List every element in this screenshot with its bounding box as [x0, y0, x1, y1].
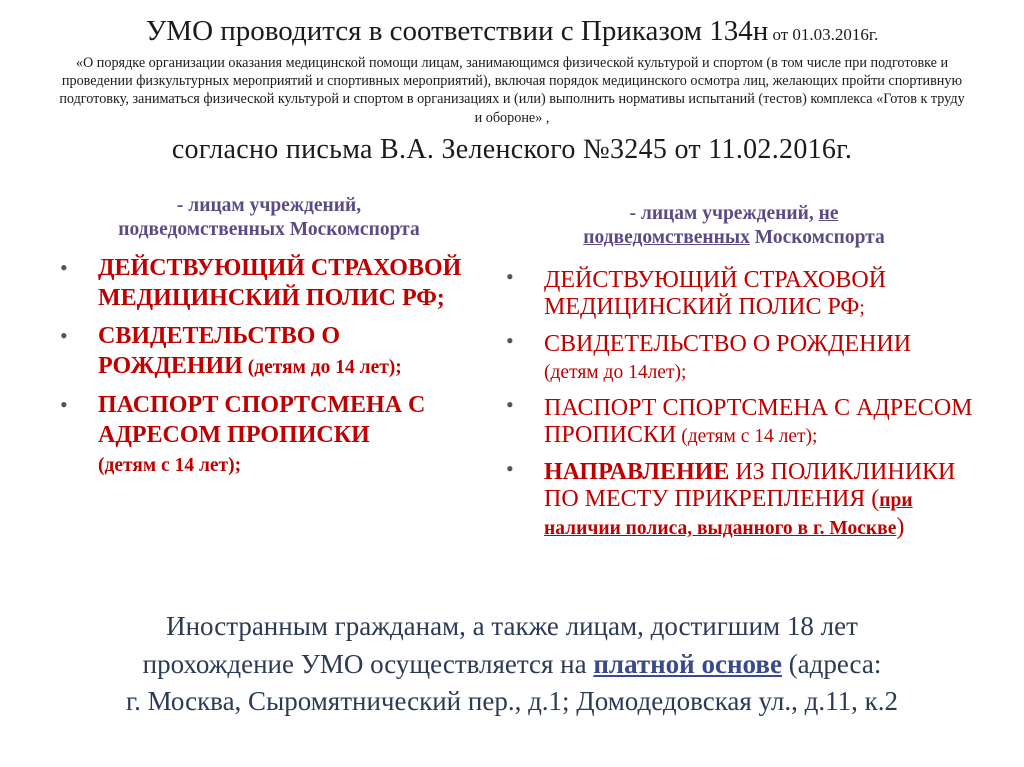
item-main: СВИДЕТЕЛЬСТВО О РОЖДЕНИИ: [98, 323, 341, 379]
list-item: [58, 322, 490, 382]
footer-line2-suffix: (адреса:: [781, 648, 882, 679]
list-item: [58, 254, 490, 313]
list-item: [504, 392, 974, 450]
item-main: ПАСПОРТ СПОРТСМЕНА С АДРЕСОМ ПРОПИСКИ: [544, 395, 973, 448]
item-main: ИЗ ПОЛИКЛИНИКИ ПО МЕСТУ ПРИКРЕПЛЕНИЯ: [544, 459, 956, 512]
bullet-icon: •: [60, 392, 68, 417]
item-open-paren: (: [865, 485, 880, 512]
item-note: (детям с 14 лет);: [98, 455, 242, 476]
order-quote: «О порядке организации оказания медицинской помощи лицам, занимающимся физической культурой и спортом (в том числе при подготовке и проведении физкультурных мероприятий и спортивных мероприятий), включая порядок медицинского осмотра лиц, желающих пройти спортивную подготовку, заниматься физической культурой и спортом в организациях и (или) выполнить нормативы испытаний (тестов) комплекса «Готов к труду и обороне» ,: [59, 55, 965, 126]
item-close-paren: ): [896, 514, 905, 540]
left-heading-line2: подведомственных Москомспорта: [118, 219, 420, 240]
letter-reference: согласно письма В.А. Зеленского №3245 от 11.02.2016г.: [171, 133, 853, 165]
list-item: [504, 328, 974, 386]
item-underlined-note: при наличии полиса, выданного в г. Москве: [544, 489, 913, 539]
item-note: (детям до 14лет);: [544, 361, 687, 383]
list-item: [504, 264, 974, 322]
item-bold: НАПРАВЛЕНИЕ: [544, 459, 730, 485]
footer-line2: [20, 646, 1004, 684]
left-document-list: [58, 254, 490, 481]
left-heading-line1: - лицам учреждений,: [176, 195, 362, 216]
bullet-icon: •: [60, 323, 68, 348]
right-document-list: [504, 264, 974, 543]
item-note: (детям до 14 лет);: [242, 356, 402, 378]
footer-line2-prefix: прохождение УМО осуществляется на: [142, 648, 594, 679]
right-heading-prefix: - лицам учреждений,: [629, 203, 819, 224]
bullet-icon: •: [506, 456, 514, 481]
slide-header: [20, 14, 1004, 167]
right-heading-not: не: [818, 203, 839, 224]
bullet-icon: •: [60, 255, 68, 280]
list-item: [504, 456, 974, 543]
list-item: [58, 391, 490, 481]
bullet-icon: •: [506, 264, 514, 289]
item-note: ;: [859, 297, 865, 319]
slide-title: [20, 14, 1004, 52]
left-column-heading: [58, 194, 490, 242]
right-heading-underlined: подведомственных: [583, 227, 750, 248]
item-main: ДЕЙСТВУЮЩИЙ СТРАХОВОЙ МЕДИЦИНСКИЙ ПОЛИС РФ: [544, 267, 887, 320]
title-main: УМО проводится в соответствии с Приказом 134н: [145, 15, 769, 47]
item-note: (детям с 14 лет);: [676, 425, 818, 447]
bullet-icon: •: [506, 328, 514, 353]
foreigners-note: [20, 608, 1004, 721]
right-column: [504, 202, 974, 552]
paid-basis-emphasis: платной основе: [593, 648, 782, 679]
right-heading-suffix: Москомспорта: [749, 227, 885, 248]
title-date: от 01.03.2016г.: [768, 25, 879, 44]
bullet-icon: •: [506, 392, 514, 417]
footer-line1: Иностранным гражданам, а также лицам, достигшим 18 лет: [166, 611, 858, 641]
item-main: ПАСПОРТ СПОРТСМЕНА С АДРЕСОМ ПРОПИСКИ: [98, 392, 426, 448]
item-main: СВИДЕТЕЛЬСТВО О РОЖДЕНИИ: [544, 331, 912, 357]
item-main: ДЕЙСТВУЮЩИЙ СТРАХОВОЙ МЕДИЦИНСКИЙ ПОЛИС РФ;: [98, 255, 462, 311]
right-column-heading: [504, 202, 974, 250]
footer-addresses: г. Москва, Сыромятнический пер., д.1; Домодедовская ул., д.11, к.2: [126, 686, 898, 716]
left-column: [58, 194, 490, 490]
